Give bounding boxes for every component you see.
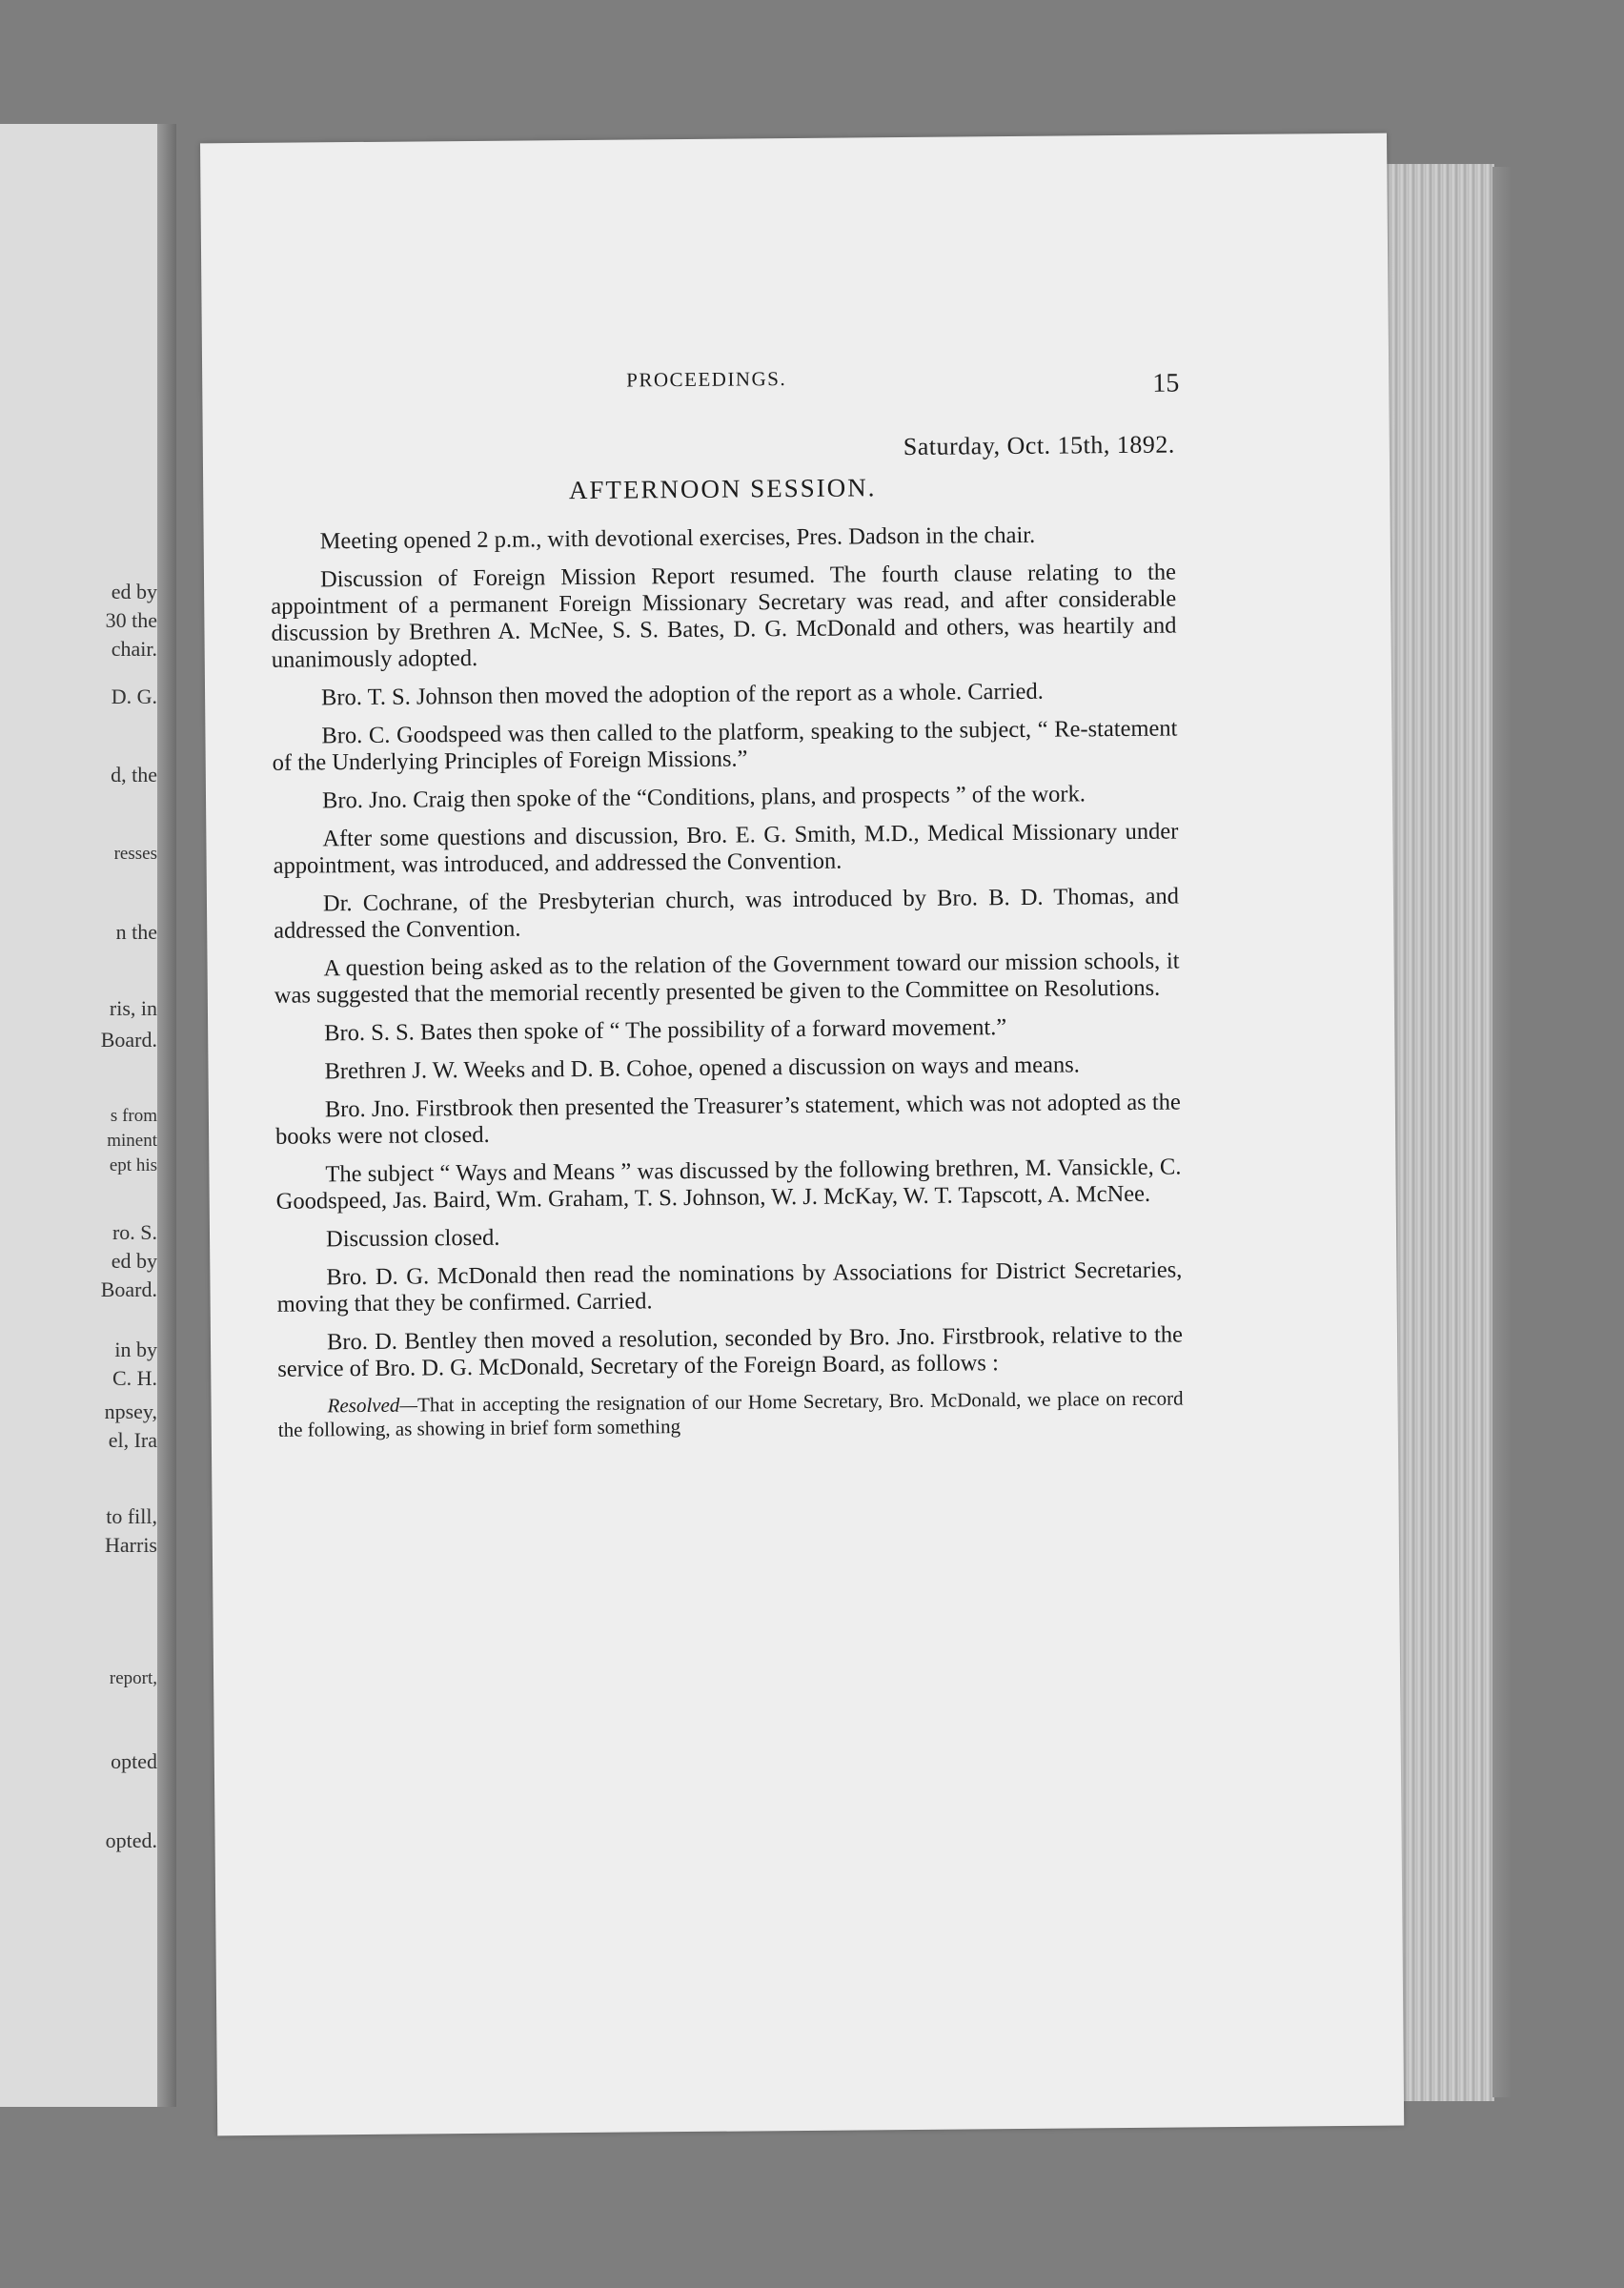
paragraph: Brethren J. W. Weeks and D. B. Cohoe, opened a discussion on ways and means. — [324, 1052, 1080, 1085]
page-text-block — [269, 364, 1184, 1454]
left-fragment: in by — [114, 1338, 157, 1361]
left-fragment: el, Ira — [108, 1428, 157, 1452]
left-fragment: D. G. — [111, 684, 157, 708]
left-fragment: ed by — [111, 580, 157, 603]
paragraph: Bro. D. Bentley then moved a resolution, seconded by Bro. Jno. Firstbrook, relative to the service of Bro. D. G. McDonald, Secretary of the Foreign Board, as follows : — [277, 1321, 1184, 1382]
left-fragment: opted. — [105, 1828, 157, 1852]
session-heading: AFTERNOON SESSION. — [568, 473, 877, 505]
left-fragment: n the — [115, 920, 157, 944]
paragraph: Bro. T. S. Johnson then moved the adoption of the report as a whole. Carried. — [320, 678, 1044, 711]
left-fragment: chair. — [111, 637, 157, 661]
page-number: 15 — [1152, 368, 1180, 398]
left-fragment: opted — [111, 1749, 157, 1773]
left-fragment: ris, in — [109, 996, 157, 1020]
book-page — [200, 133, 1404, 2136]
paragraph: Dr. Cochrane, of the Presbyterian church, was introduced by Bro. B. D. Thomas, and addressed the Convention. — [274, 883, 1180, 944]
left-fragment: s from — [110, 1106, 157, 1126]
left-fragment: d, the — [111, 763, 157, 786]
running-head — [269, 364, 1180, 429]
left-fragment: ept his — [109, 1155, 157, 1175]
paragraph: Bro. S. S. Bates then spoke of “ The possibility of a forward movement.” — [324, 1014, 1007, 1047]
left-fragment: report, — [109, 1668, 157, 1688]
resolution-label: Resolved— — [327, 1393, 418, 1418]
facing-page-fragment — [0, 124, 157, 2107]
left-fragment: Harris — [105, 1533, 157, 1557]
paragraph: The subject “ Ways and Means ” was discussed by the following brethren, M. Vansickle, C. Goodspeed, Jas. Baird, Wm. Graham, T. S. Johnson, W. J. McKay, W. T. Tapscott, A. McNee. — [275, 1154, 1182, 1215]
paragraph: A question being asked as to the relation of the Government toward our mission schools, it was suggested that the memorial recently presented be given to the Committee on Resolutions. — [274, 948, 1180, 1009]
left-fragment: minent — [107, 1131, 157, 1151]
paragraph: Discussion of Foreign Mission Report resumed. The fourth clause relating to the appointment of a permanent Foreign Missionary Secretary was read, and after considerable discussion by Brethren A. McNee, S. S. Bates, D. G. McDonald and others, was heartily and unanimously adopted. — [271, 559, 1177, 673]
paragraph: Bro. C. Goodspeed was then called to the platform, speaking to the subject, “ Re-statement of the Underlying Principles of Foreign Missions.” — [272, 715, 1178, 776]
left-fragment: npsey, — [104, 1399, 157, 1423]
book-gutter — [157, 124, 176, 2107]
paragraph: Bro. Jno. Craig then spoke of the “Conditions, plans, and prospects ” of the work. — [321, 781, 1086, 814]
paragraph: Meeting opened 2 p.m., with devotional exercises, Pres. Dadson in the chair. — [319, 521, 1036, 555]
left-fragment: Board. — [100, 1028, 157, 1052]
paragraph: Discussion closed. — [325, 1224, 500, 1253]
left-fragment: resses — [113, 844, 157, 864]
paragraph: After some questions and discussion, Bro. E. G. Smith, M.D., Medical Missionary under appointment, was introduced, and addressed the Convention. — [273, 818, 1179, 879]
date-line: Saturday, Oct. 15th, 1892. — [903, 430, 1175, 461]
page-edges-shadow — [1492, 167, 1512, 2097]
left-fragment: ro. S. — [112, 1220, 157, 1244]
resolution-paragraph — [277, 1386, 1183, 1441]
left-fragment: ed by — [111, 1249, 157, 1273]
running-title: PROCEEDINGS. — [626, 367, 787, 392]
paragraph: Bro. Jno. Firstbrook then presented the Treasurer’s statement, which was not adopted as the books were not closed. — [275, 1089, 1181, 1150]
paragraph: Bro. D. G. McDonald then read the nominations by Associations for District Secretaries, moving that they be confirmed. Carried. — [276, 1256, 1183, 1318]
left-fragment: to fill, — [106, 1504, 157, 1528]
left-fragment: C. H. — [112, 1366, 157, 1390]
left-fragment: Board. — [100, 1277, 157, 1301]
left-fragment: 30 the — [105, 608, 157, 632]
resolution-text: That in accepting the resignation of our Home Secretary, Bro. McDonald, we place on record the following, as showing in brief form something — [277, 1386, 1184, 1441]
